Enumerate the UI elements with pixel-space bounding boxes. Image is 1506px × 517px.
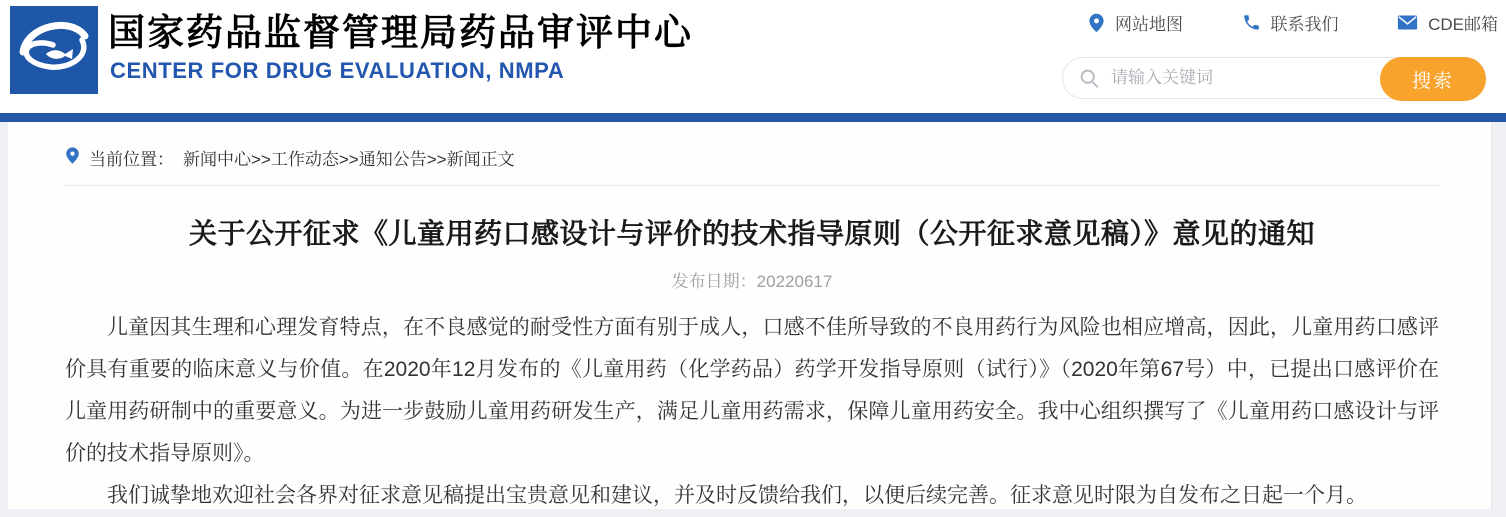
- site-title-chinese: 国家药品监督管理局药品审评中心: [108, 12, 693, 53]
- site-title-english: CENTER FOR DRUG EVALUATION, NMPA: [110, 58, 565, 83]
- search-button[interactable]: 搜索: [1380, 57, 1486, 101]
- search-icon: [1079, 68, 1100, 94]
- article-date: [65, 267, 1439, 292]
- breadcrumb: [65, 145, 1439, 170]
- location-pin-icon: [65, 146, 80, 170]
- content-card: [8, 122, 1492, 509]
- article-title: 关于公开征求《儿童用药口感设计与评价的技术指导原则（公开征求意见稿）》意见的通知: [188, 218, 1315, 249]
- search-bar: [1062, 57, 1486, 99]
- breadcrumb-path[interactable]: 新闻中心>>工作动态>>通知公告>>新闻正文: [183, 150, 515, 169]
- search-input[interactable]: [1109, 59, 1369, 97]
- article-date-label: 发布日期：: [671, 272, 757, 291]
- location-pin-icon: [1088, 13, 1105, 33]
- cde-mailbox-link-label: CDE邮箱: [1428, 15, 1498, 34]
- site-header: [0, 0, 1506, 113]
- sitemap-link-label: 网站地图: [1115, 15, 1183, 34]
- article-date-value: 20220617: [756, 272, 833, 291]
- contact-us-link-label: 联系我们: [1270, 15, 1339, 34]
- breadcrumb-divider-line: [65, 185, 1439, 186]
- header-divider-bar: [0, 113, 1506, 122]
- phone-icon: [1242, 13, 1261, 32]
- cde-logo[interactable]: [10, 6, 98, 94]
- cde-fish-swirl-icon: [10, 81, 98, 98]
- contact-us-link[interactable]: [1242, 10, 1339, 35]
- article-paragraph: 儿童因其生理和心理发育特点，在不良感觉的耐受性方面有别于成人，口感不佳所导致的不良用药行为风险也相应增高，因此，儿童用药口感评价具有重要的临床意义与价值。在2020年12月发布的《儿童用药（化学药品）药学开发指导原则（试行）》（2020年第67号）中，已提出口感评价在儿童用药研制中的重要意义。为进一步鼓励儿童用药研发生产，满足儿童用药需求，保障儿童用药安全。我中心组织撰写了《儿童用药口感设计与评价的技术指导原则》。: [65, 316, 1439, 465]
- article-body: [65, 307, 1439, 517]
- article-paragraph: 我们诚挚地欢迎社会各界对征求意见稿提出宝贵意见和建议，并及时反馈给我们，以便后续完善。征求意见时限为自发布之日起一个月。: [107, 484, 1367, 507]
- main-area: [0, 122, 1506, 509]
- sitemap-link[interactable]: [1088, 10, 1183, 35]
- cde-mailbox-link[interactable]: [1397, 10, 1498, 35]
- breadcrumb-location-label: 当前位置：: [89, 150, 174, 169]
- envelope-icon: [1397, 14, 1418, 31]
- header-quick-links: [1088, 10, 1498, 35]
